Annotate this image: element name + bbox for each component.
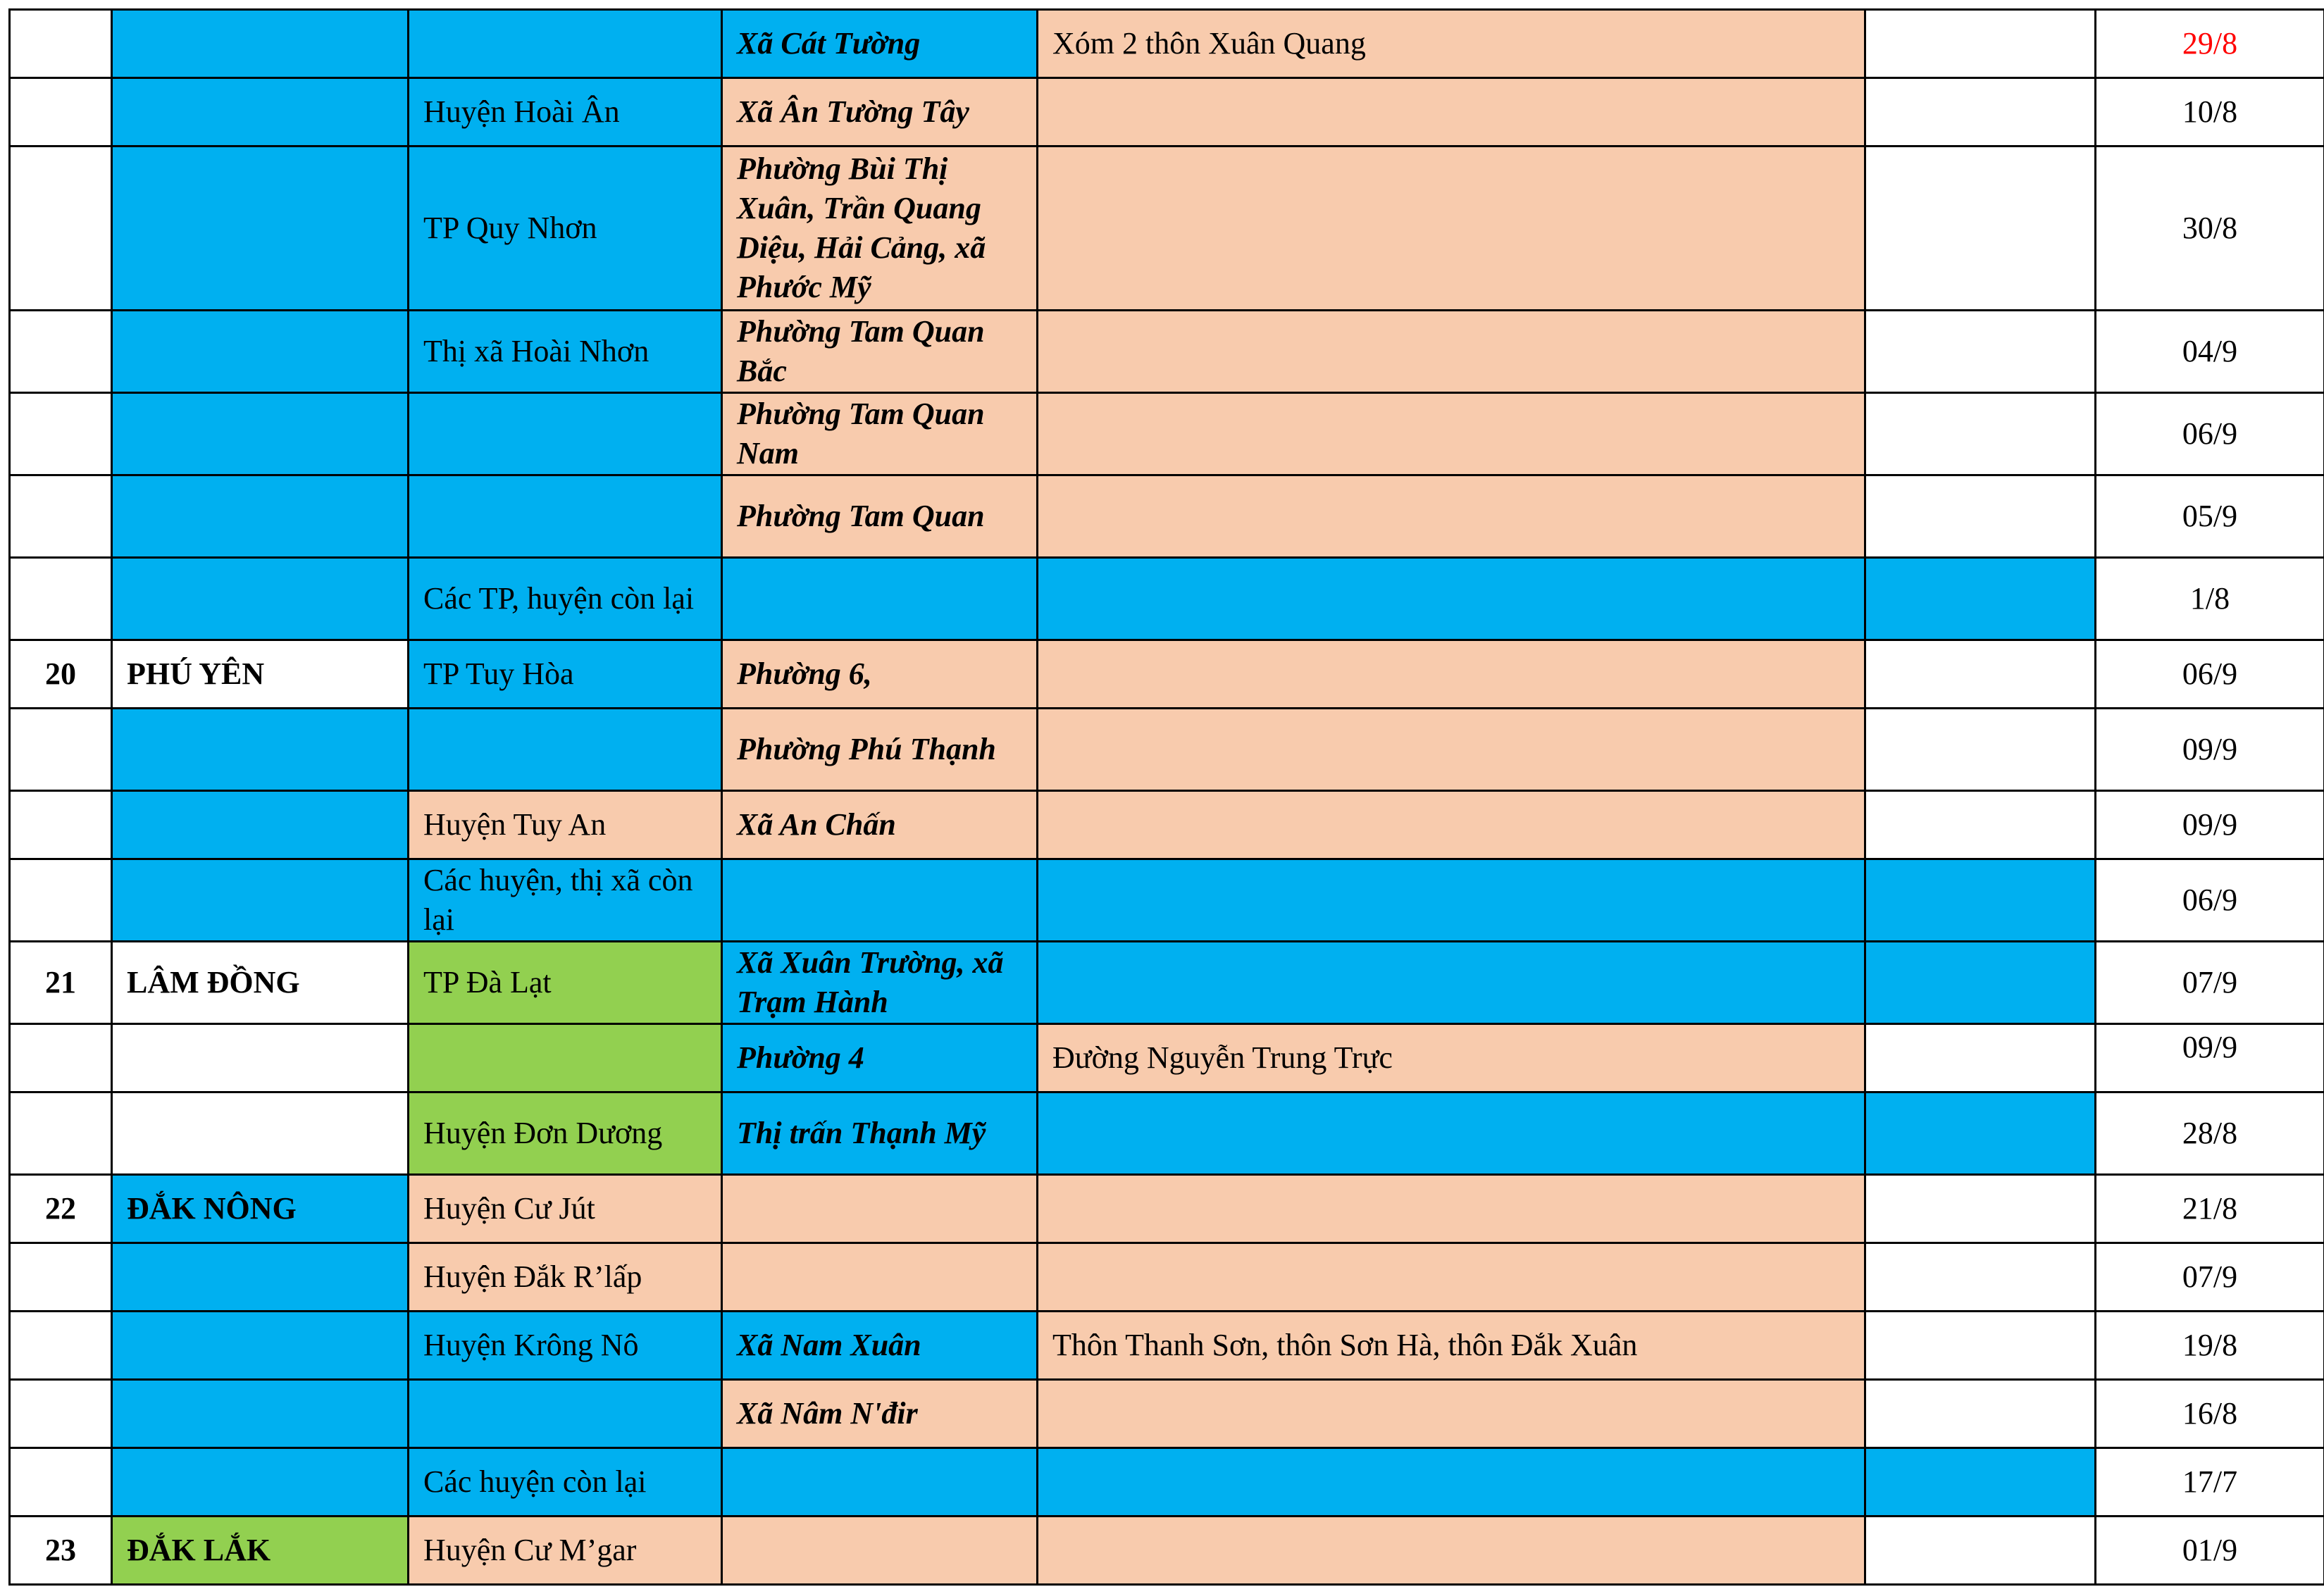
blank-cell — [1865, 942, 2096, 1024]
province-cell — [112, 1092, 409, 1175]
province-cell — [112, 311, 409, 393]
ward-cell — [722, 1175, 1038, 1243]
stt-cell — [10, 393, 112, 475]
table-row — [10, 859, 2324, 942]
table-row — [10, 1243, 2324, 1312]
stt-cell: 22 — [10, 1175, 112, 1243]
date-cell: 01/9 — [2096, 1517, 2324, 1585]
ward-cell: Phường Phú Thạnh — [722, 709, 1038, 791]
blank-cell — [1865, 859, 2096, 942]
stt-cell — [10, 78, 112, 147]
district-cell: Huyện Đơn Dương — [409, 1092, 722, 1175]
ward-cell: Phường Tam Quan Bắc — [722, 311, 1038, 393]
table-row — [10, 393, 2324, 475]
province-cell — [112, 709, 409, 791]
table-row — [10, 147, 2324, 311]
date-cell: 09/9 — [2096, 791, 2324, 859]
ward-cell: Xã Nâm N'đir — [722, 1380, 1038, 1448]
province-cell — [112, 1243, 409, 1312]
area-cell: Đường Nguyễn Trung Trực — [1038, 1024, 1865, 1092]
district-cell: Huyện Hoài Ân — [409, 78, 722, 147]
province-cell — [112, 475, 409, 558]
stt-cell — [10, 558, 112, 640]
ward-cell: Thị trấn Thạnh Mỹ — [722, 1092, 1038, 1175]
stt-cell — [10, 1243, 112, 1312]
area-cell — [1038, 1175, 1865, 1243]
district-cell: Huyện Tuy An — [409, 791, 722, 859]
province-cell: ĐẮK LẮK — [112, 1517, 409, 1585]
date-cell: 07/9 — [2096, 1243, 2324, 1312]
blank-cell — [1865, 640, 2096, 709]
ward-cell: Phường Tam Quan Nam — [722, 393, 1038, 475]
date-cell: 09/9 — [2096, 709, 2324, 791]
area-cell — [1038, 791, 1865, 859]
stt-cell — [10, 1448, 112, 1517]
district-cell — [409, 393, 722, 475]
blank-cell — [1865, 1092, 2096, 1175]
ward-cell: Xã Nam Xuân — [722, 1312, 1038, 1380]
province-cell: ĐẮK NÔNG — [112, 1175, 409, 1243]
ward-cell: Phường 6, — [722, 640, 1038, 709]
blank-cell — [1865, 1380, 2096, 1448]
date-cell: 29/8 — [2096, 10, 2324, 78]
blank-cell — [1865, 475, 2096, 558]
province-cell — [112, 1312, 409, 1380]
area-cell — [1038, 1517, 1865, 1585]
date-cell: 19/8 — [2096, 1312, 2324, 1380]
ward-cell: Xã An Chấn — [722, 791, 1038, 859]
table-row — [10, 78, 2324, 147]
blank-cell — [1865, 1243, 2096, 1312]
ward-cell: Xã Ân Tường Tây — [722, 78, 1038, 147]
table-row — [10, 311, 2324, 393]
ward-cell: Xã Cát Tường — [722, 10, 1038, 78]
province-cell — [112, 1024, 409, 1092]
date-cell: 07/9 — [2096, 942, 2324, 1024]
date-cell: 09/9 — [2096, 1024, 2324, 1092]
stt-cell — [10, 859, 112, 942]
table-row — [10, 1380, 2324, 1448]
table-row — [10, 1448, 2324, 1517]
province-cell — [112, 791, 409, 859]
blank-cell — [1865, 1517, 2096, 1585]
ward-cell: Phường 4 — [722, 1024, 1038, 1092]
district-cell — [409, 709, 722, 791]
province-cell: LÂM ĐỒNG — [112, 942, 409, 1024]
table-row — [10, 558, 2324, 640]
district-cell: Huyện Cư M’gar — [409, 1517, 722, 1585]
area-cell — [1038, 1092, 1865, 1175]
blank-cell — [1865, 791, 2096, 859]
stt-cell — [10, 1380, 112, 1448]
area-cell — [1038, 393, 1865, 475]
ward-cell — [722, 1243, 1038, 1312]
area-cell — [1038, 311, 1865, 393]
ward-cell: Phường Tam Quan — [722, 475, 1038, 558]
ward-cell — [722, 859, 1038, 942]
blank-cell — [1865, 1312, 2096, 1380]
district-cell — [409, 475, 722, 558]
table-row — [10, 640, 2324, 709]
blank-cell — [1865, 78, 2096, 147]
area-cell — [1038, 147, 1865, 311]
date-cell: 16/8 — [2096, 1380, 2324, 1448]
ward-cell: Phường Bùi Thị Xuân, Trần Quang Diệu, Hải Cảng, xã Phước Mỹ — [722, 147, 1038, 311]
district-cell: TP Tuy Hòa — [409, 640, 722, 709]
table-row — [10, 10, 2324, 78]
blank-cell — [1865, 1448, 2096, 1517]
date-cell: 06/9 — [2096, 859, 2324, 942]
area-cell — [1038, 1448, 1865, 1517]
district-cell — [409, 1024, 722, 1092]
table-row — [10, 1092, 2324, 1175]
blank-cell — [1865, 709, 2096, 791]
area-cell — [1038, 1243, 1865, 1312]
stt-cell — [10, 475, 112, 558]
table-row — [10, 709, 2324, 791]
area-cell — [1038, 859, 1865, 942]
stt-cell — [10, 311, 112, 393]
blank-cell — [1865, 10, 2096, 78]
date-cell: 21/8 — [2096, 1175, 2324, 1243]
date-cell: 17/7 — [2096, 1448, 2324, 1517]
district-cell — [409, 1380, 722, 1448]
district-cell: Các huyện, thị xã còn lại — [409, 859, 722, 942]
date-cell: 06/9 — [2096, 393, 2324, 475]
date-cell: 05/9 — [2096, 475, 2324, 558]
district-cell: Huyện Krông Nô — [409, 1312, 722, 1380]
district-cell: Huyện Đắk R’lấp — [409, 1243, 722, 1312]
table-row — [10, 1312, 2324, 1380]
district-cell: Huyện Cư Jút — [409, 1175, 722, 1243]
area-cell: Xóm 2 thôn Xuân Quang — [1038, 10, 1865, 78]
date-cell: 28/8 — [2096, 1092, 2324, 1175]
area-cell — [1038, 78, 1865, 147]
table-row — [10, 1175, 2324, 1243]
province-cell — [112, 1380, 409, 1448]
blank-cell — [1865, 393, 2096, 475]
ward-cell — [722, 1448, 1038, 1517]
province-cell — [112, 147, 409, 311]
province-cell — [112, 393, 409, 475]
blank-cell — [1865, 1175, 2096, 1243]
ward-cell — [722, 558, 1038, 640]
stt-cell — [10, 709, 112, 791]
area-cell — [1038, 1380, 1865, 1448]
table-row — [10, 475, 2324, 558]
district-cell: TP Đà Lạt — [409, 942, 722, 1024]
table-row — [10, 791, 2324, 859]
stt-cell: 21 — [10, 942, 112, 1024]
district-cell: Thị xã Hoài Nhơn — [409, 311, 722, 393]
date-cell: 10/8 — [2096, 78, 2324, 147]
province-cell — [112, 1448, 409, 1517]
stt-cell — [10, 1024, 112, 1092]
district-cell: Các huyện còn lại — [409, 1448, 722, 1517]
area-cell — [1038, 942, 1865, 1024]
stt-cell: 23 — [10, 1517, 112, 1585]
province-cell — [112, 78, 409, 147]
blank-cell — [1865, 558, 2096, 640]
ward-cell: Xã Xuân Trường, xã Trạm Hành — [722, 942, 1038, 1024]
table-row — [10, 1024, 2324, 1092]
stt-cell — [10, 791, 112, 859]
province-cell: PHÚ YÊN — [112, 640, 409, 709]
area-cell — [1038, 640, 1865, 709]
district-cell — [409, 10, 722, 78]
date-cell: 1/8 — [2096, 558, 2324, 640]
blank-cell — [1865, 1024, 2096, 1092]
province-cell — [112, 558, 409, 640]
area-cell — [1038, 558, 1865, 640]
area-cell — [1038, 709, 1865, 791]
stt-cell: 20 — [10, 640, 112, 709]
district-cell: Các TP, huyện còn lại — [409, 558, 722, 640]
stt-cell — [10, 10, 112, 78]
ward-cell — [722, 1517, 1038, 1585]
province-cell — [112, 859, 409, 942]
table-row — [10, 942, 2324, 1024]
date-cell: 30/8 — [2096, 147, 2324, 311]
stt-cell — [10, 1312, 112, 1380]
blank-cell — [1865, 147, 2096, 311]
date-cell: 04/9 — [2096, 311, 2324, 393]
area-cell — [1038, 475, 1865, 558]
area-cell: Thôn Thanh Sơn, thôn Sơn Hà, thôn Đắk Xuân — [1038, 1312, 1865, 1380]
stt-cell — [10, 147, 112, 311]
data-table — [8, 8, 2324, 1586]
date-cell: 06/9 — [2096, 640, 2324, 709]
blank-cell — [1865, 311, 2096, 393]
district-cell: TP Quy Nhơn — [409, 147, 722, 311]
table-row — [10, 1517, 2324, 1585]
stt-cell — [10, 1092, 112, 1175]
province-cell — [112, 10, 409, 78]
